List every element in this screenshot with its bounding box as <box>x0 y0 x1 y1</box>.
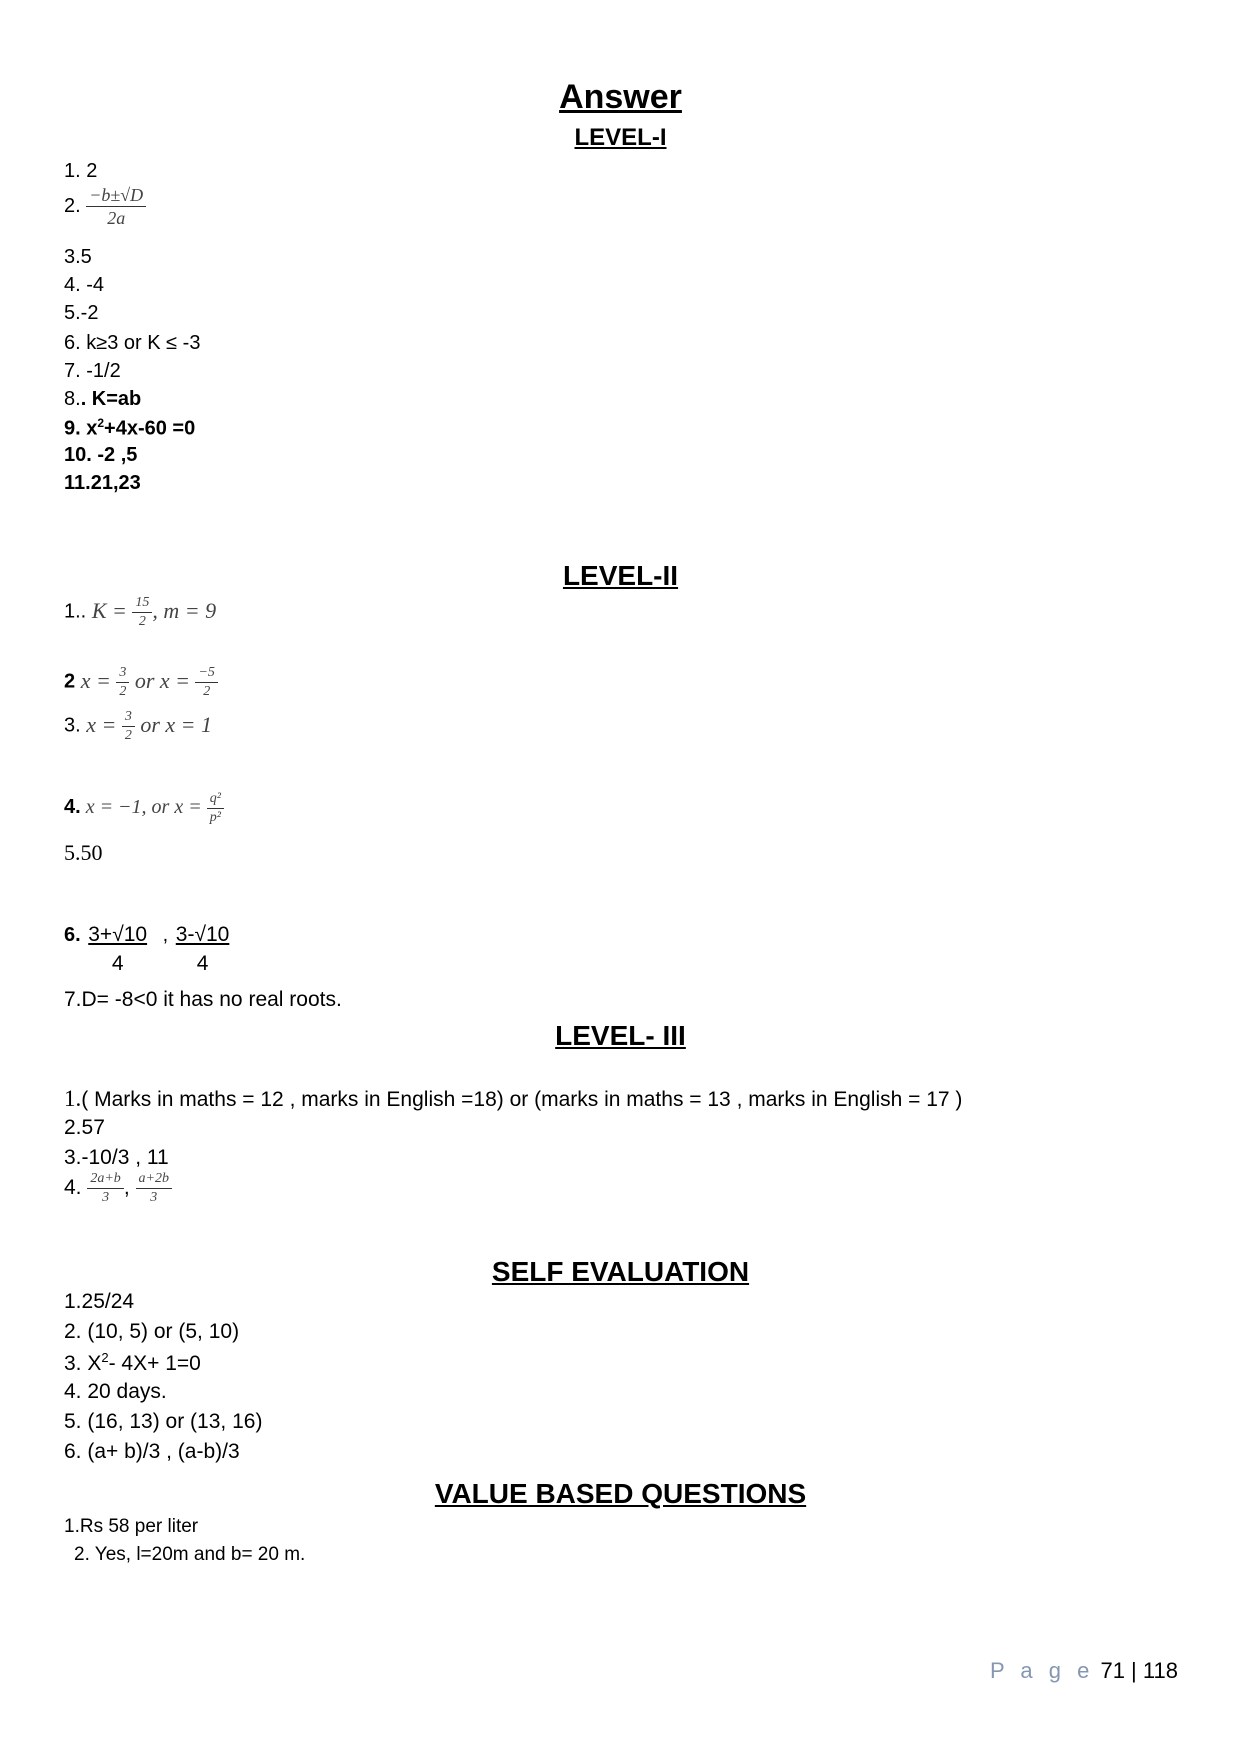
fraction-numerator: q² <box>207 792 224 809</box>
level3-answer-4-fraction-a <box>87 1172 123 1205</box>
level2-answer-2-math <box>80 665 218 699</box>
level2-answer-6-fraction-a <box>86 924 149 974</box>
math-fraction <box>122 710 135 743</box>
fraction-numerator: 3 <box>116 666 129 683</box>
page-number: 71 | 118 <box>1100 1658 1178 1683</box>
level-3-heading: LEVEL- III <box>555 1020 686 1051</box>
self-eval-answer-3-a: 3. X <box>64 1352 102 1375</box>
math-lhs: K = <box>91 597 127 623</box>
formula-denominator: 2a <box>107 208 126 228</box>
fraction-numerator: 3 <box>122 710 135 727</box>
level1-answer-4: 4. -4 <box>64 274 105 296</box>
fraction-numerator: 15 <box>132 596 152 613</box>
level1-answer-6: 6. k≥3 or K ≤ -3 <box>64 332 201 354</box>
formula-numerator: −b±√D <box>86 186 146 207</box>
level2-answer-4 <box>64 792 224 825</box>
fraction-denominator: 4 <box>196 952 209 975</box>
fraction-denominator: 2 <box>138 614 146 629</box>
level2-answer-3-prefix: 3. <box>64 714 81 737</box>
fraction-numerator: 3-√10 <box>175 923 230 946</box>
level2-answer-2-prefix: 2 <box>64 670 76 693</box>
fraction-numerator: 3+√10 <box>88 923 148 946</box>
math-fraction-a <box>116 666 129 699</box>
math-or: or x = <box>129 667 190 693</box>
level1-answer-9-a: 9. x <box>64 417 98 440</box>
level2-answer-1-prefix: 1.. <box>64 600 87 623</box>
level3-answer-3: 3.-10/3 , 11 <box>64 1146 169 1169</box>
math-fraction-b <box>195 666 217 699</box>
level1-answer-9-b: +4x-60 =0 <box>104 417 196 440</box>
self-eval-answer-1: 1.25/24 <box>64 1290 135 1313</box>
level1-answer-10: 10. -2 ,5 <box>64 444 138 466</box>
math-lhs: x = <box>80 667 111 693</box>
fraction-denominator: 3 <box>150 1190 158 1205</box>
level1-answer-1: 1. 2 <box>64 160 98 182</box>
page-label: P a g e <box>990 1658 1095 1683</box>
level3-answer-1-number: 1. <box>64 1086 82 1111</box>
level2-answer-6 <box>64 924 231 974</box>
level1-answer-2 <box>64 186 146 227</box>
level2-answer-1-math <box>91 595 217 629</box>
fraction-denominator: 3 <box>102 1190 110 1205</box>
level3-answer-4-fraction-b <box>136 1172 172 1205</box>
separator-comma: , <box>162 924 169 946</box>
value-based-answer-1: 1.Rs 58 per liter <box>64 1516 199 1537</box>
level-1-heading: LEVEL-I <box>574 124 667 151</box>
math-lhs: x = −1, or x = <box>85 796 202 819</box>
self-eval-answer-5: 5. (16, 13) or (13, 16) <box>64 1410 263 1433</box>
value-based-answer-2: 2. Yes, l=20m and b= 20 m. <box>74 1544 306 1565</box>
level2-answer-1 <box>64 596 216 629</box>
level1-answer-2-label: 2. <box>64 194 81 217</box>
level3-answer-1-text: ( Marks in maths = 12 , marks in English =18) or (marks in maths = 13 , marks in English = 17 ) <box>81 1088 963 1111</box>
level3-answer-4 <box>64 1172 172 1205</box>
self-evaluation-heading: SELF EVALUATION <box>491 1256 750 1287</box>
fraction-numerator: 2a+b <box>87 1172 123 1189</box>
fraction-denominator: 2 <box>124 728 132 743</box>
level1-answer-8-number: 8. <box>64 388 81 410</box>
level2-answer-3 <box>64 710 212 743</box>
level2-answer-6-prefix: 6. <box>64 924 81 946</box>
self-eval-answer-3-b: - 4X+ 1=0 <box>108 1352 201 1375</box>
fraction-denominator: 4 <box>111 952 124 975</box>
self-eval-answer-3 <box>64 1350 201 1376</box>
level-2-heading: LEVEL-II <box>562 560 679 591</box>
level2-answer-2 <box>64 666 218 699</box>
fraction-denominator: 2 <box>203 684 211 699</box>
level2-answer-5: 5.50 <box>64 840 103 865</box>
math-lhs: x = <box>86 711 117 737</box>
level1-answer-9-sup: 2 <box>97 416 105 430</box>
level1-answer-9 <box>64 416 195 441</box>
level1-answer-8 <box>64 388 141 411</box>
level1-answer-11: 11.21,23 <box>64 472 141 494</box>
value-based-heading: VALUE BASED QUESTIONS <box>434 1478 807 1509</box>
fraction-denominator: p² <box>209 810 221 825</box>
level2-answer-4-prefix: 4. <box>64 796 81 819</box>
math-rhs: or x = 1 <box>134 711 212 737</box>
level1-answer-8-text: . K=ab <box>80 388 142 410</box>
page-title: Answer <box>559 78 682 116</box>
level2-answer-3-math <box>81 709 212 743</box>
level3-answer-1 <box>64 1086 962 1112</box>
fraction-numerator: −5 <box>195 666 217 683</box>
math-fraction <box>132 596 152 629</box>
self-eval-answer-3-sup: 2 <box>101 1350 109 1365</box>
self-eval-answer-6: 6. (a+ b)/3 , (a-b)/3 <box>64 1440 240 1463</box>
quadratic-formula-image <box>86 186 146 227</box>
math-rhs: , m = 9 <box>152 597 217 623</box>
level1-answer-5: 5.-2 <box>64 302 99 324</box>
self-eval-answer-2: 2. (10, 5) or (5, 10) <box>64 1320 240 1343</box>
level1-answer-7: 7. -1/2 <box>64 360 121 382</box>
separator-comma: , <box>123 1176 130 1200</box>
level1-answer-3: 3.5 <box>64 246 92 268</box>
page-footer <box>990 1658 1178 1684</box>
level3-answer-4-prefix: 4. <box>64 1176 82 1200</box>
level2-answer-4-math <box>81 791 224 825</box>
level3-answer-2: 2.57 <box>64 1116 105 1139</box>
level2-answer-7: 7.D= -8<0 it has no real roots. <box>64 988 342 1011</box>
level2-answer-6-fraction-b <box>174 924 232 974</box>
fraction-numerator: a+2b <box>136 1172 172 1189</box>
self-eval-answer-4: 4. 20 days. <box>64 1380 167 1403</box>
fraction-denominator: 2 <box>119 684 127 699</box>
math-fraction <box>207 792 224 825</box>
